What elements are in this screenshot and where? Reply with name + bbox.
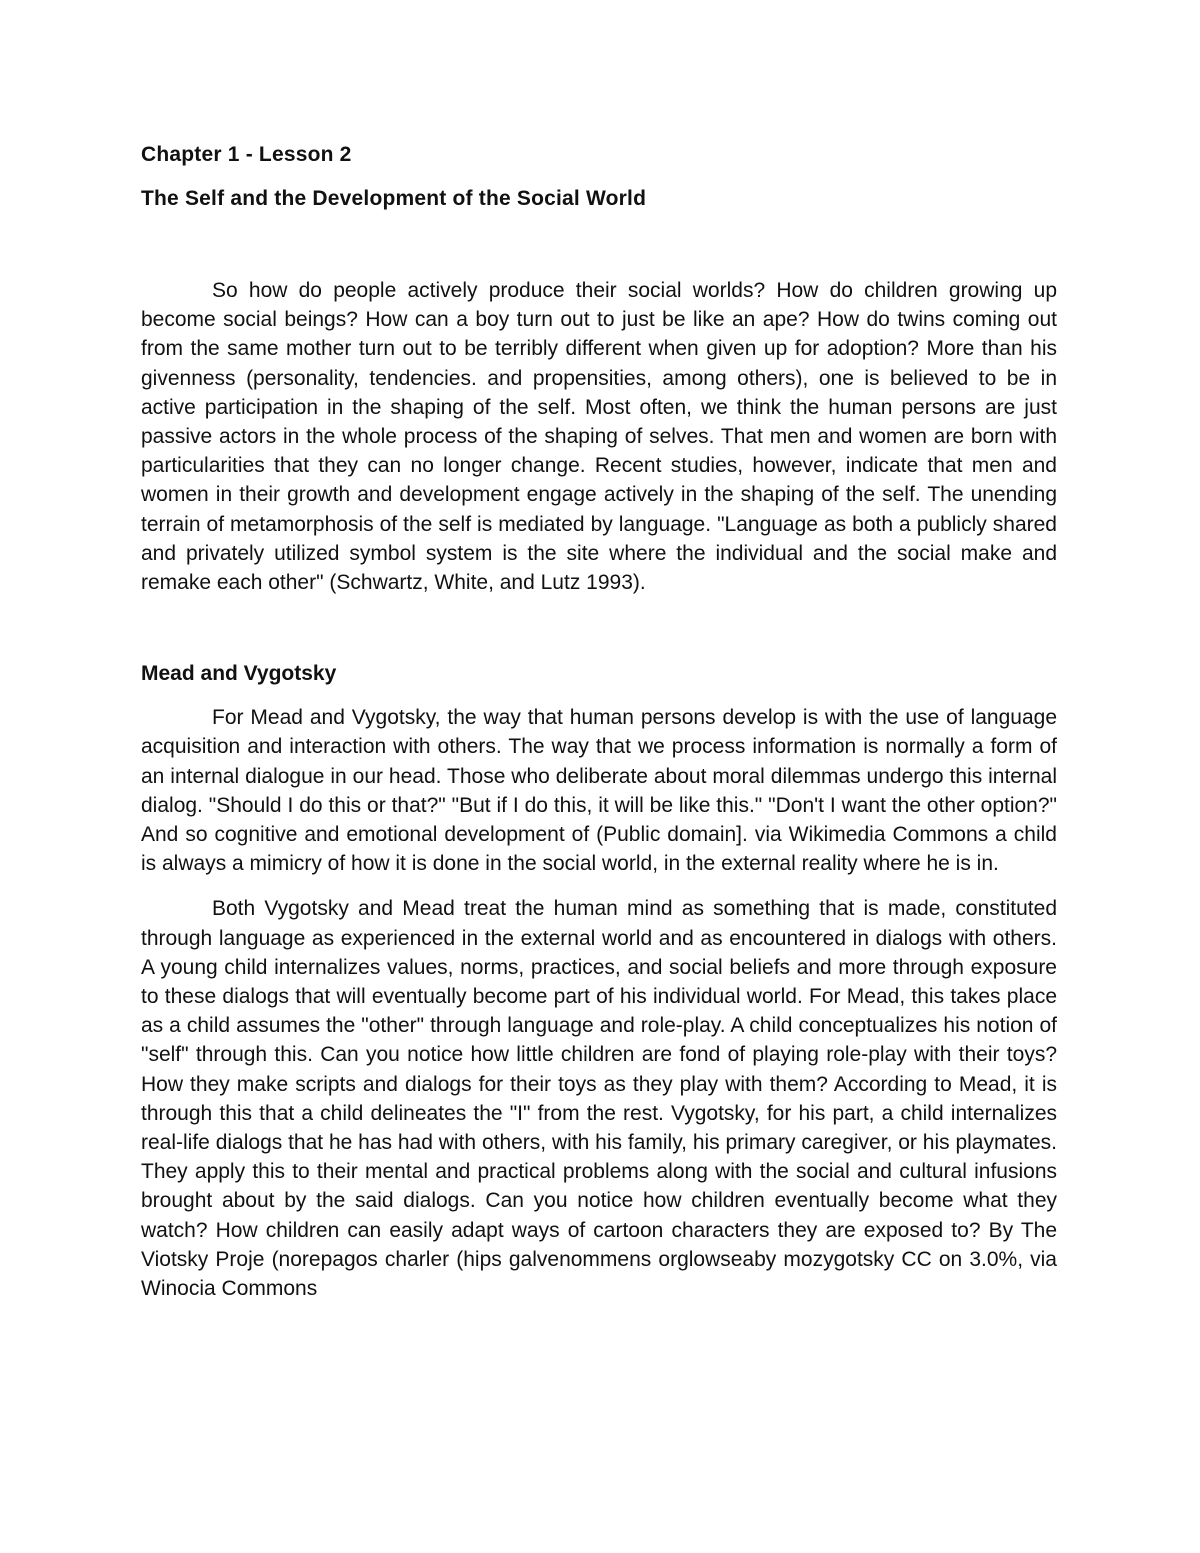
intro-paragraph: So how do people actively produce their social worlds? How do children growing up become social beings? How can a boy turn out to just be like an ape? How do twins coming out from the same mother turn out to be terribly different when given up for adoption? More than his givenness (personality, tendencies. and propensities, among others), one is believed to be in active participation in the shaping of the self. Most often, we think the human persons are just passive actors in the whole process of the shaping of selves. That men and women are born with particularities that they can no longer change. Recent studies, however, indicate that men and women in their growth and development engage actively in the shaping of the self. The unending terrain of metamorphosis of the self is mediated by language. "Language as both a publicly shared and privately utilized symbol system is the site where the individual and the social make and remake each other" (Schwartz, White, and Lutz 1993). <box>141 279 1057 595</box>
lesson-title: The Self and the Development of the Social World <box>141 187 647 210</box>
document-page <box>141 140 1057 1303</box>
chapter-title: Chapter 1 - Lesson 2 <box>141 143 352 166</box>
section-heading-mead-vygotsky: Mead and Vygotsky <box>141 662 337 686</box>
mead-vygotsky-paragraph-2: Both Vygotsky and Mead treat the human mind as something that is made, constituted through language as experienced in the external world and as encountered in dialogs with others. A young child internalizes values, norms, practices, and social beliefs and more through exposure to these dialogs that will eventually become part of his individual world. For Mead, this takes place as a child assumes the "other" through language and role-play. A child conceptualizes his notion of "self" through this. Can you notice how little children are fond of playing role-play with their toys? How they make scripts and dialogs for their toys as they play with them? According to Mead, it is through this that a child delineates the "I" from the rest. Vygotsky, for his part, a child internalizes real-life dialogs that he has had with others, with his family, his primary caregiver, or his playmates. They apply this to their mental and practical problems along with the social and cultural infusions brought about by the said dialogs. Can you notice how children eventually become what they watch? How children can easily adapt ways of cartoon characters they are exposed to? By The Viotsky Proje (norepagos charler (hips galvenommens orglowseaby mozygotsky CC on 3.0%, via Winocia Commons <box>141 897 1057 1301</box>
mead-vygotsky-paragraph-1: For Mead and Vygotsky, the way that human persons develop is with the use of language acquisition and interaction with others. The way that we process information is normally a form of an internal dialogue in our head. Those who deliberate about moral dilemmas undergo this internal dialog. "Should I do this or that?" "But if I do this, it will be like this." "Don't I want the other option?" And so cognitive and emotional development of (Public domain]. via Wikimedia Commons a child is always a mimicry of how it is done in the social world, in the external reality where he is in. <box>141 706 1057 876</box>
